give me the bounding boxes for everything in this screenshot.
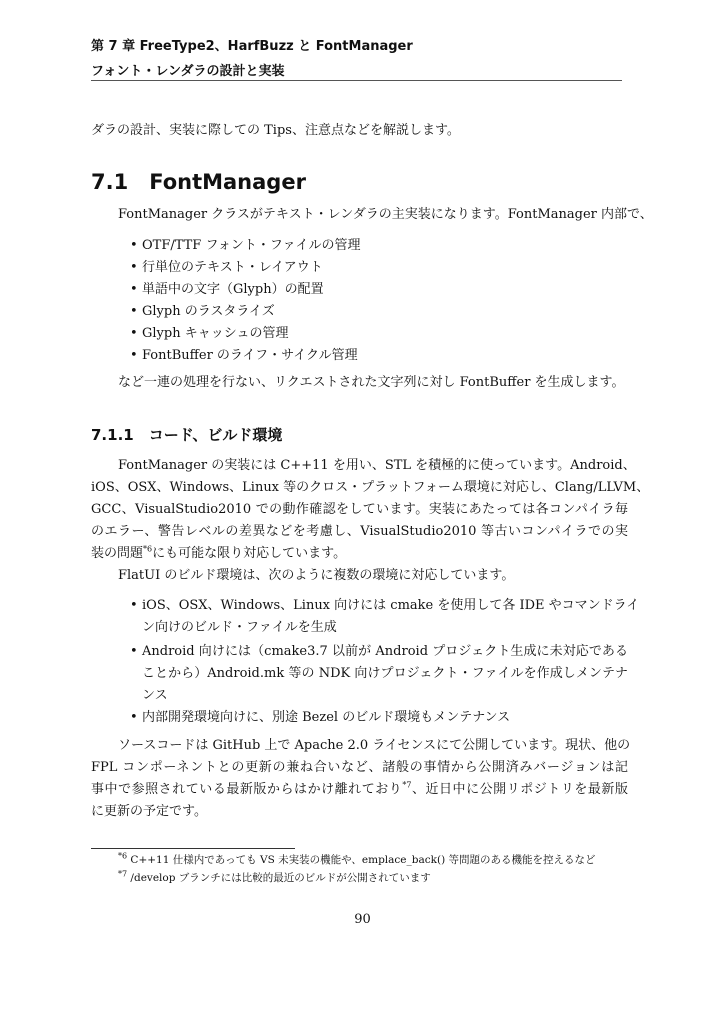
intro-text: ダラの設計、実装に際しての Tips、注意点などを解説します。 xyxy=(91,123,460,138)
footnote-text: /develop ブランチには比較的最近のビルドが公開されています xyxy=(127,872,431,884)
paragraph: FlatUI のビルド環境は、次のように複数の環境に対応しています。 xyxy=(118,568,515,583)
paragraph-line: GCC、VisualStudio2010 での動作確認をしています。実装にあたっては各コンパイラ毎 xyxy=(91,502,628,517)
paragraph-line: のエラー、警告レベルの差異などを考慮し、VisualStudio2010 等古いコンパイラでの実 xyxy=(91,524,628,539)
paragraph-line: FPL コンポーネントとの更新の兼ね合いなど、諸般の事情から公開済みバージョンは記 xyxy=(91,760,628,775)
paragraph-line: iOS、OSX、Windows、Linux 等のクロス・プラットフォーム環境に対応し、Clang/LLVM、 xyxy=(91,480,650,495)
list-item: • Glyph キャッシュの管理 xyxy=(142,326,288,342)
list-item: • 内部開発環境向けに、別途 Bezel のビルド環境もメンテナンス xyxy=(142,710,510,726)
running-header-section: フォント・レンダラの設計と実装 xyxy=(91,64,285,79)
page-number: 90 xyxy=(354,912,371,927)
list-item: • 単語中の文字（Glyph）の配置 xyxy=(142,282,324,298)
paragraph: など一連の処理を行ない、リクエストされた文字列に対し FontBuffer を生成します。 xyxy=(118,375,625,390)
paragraph: FontManager クラスがテキスト・レンダラの主実装になります。FontManager 内部で、 xyxy=(118,207,653,222)
paragraph-line: FontManager の実装には C++11 を用い、STL を積極的に使っています。Android、 xyxy=(118,458,636,473)
footnote-mark: *7 xyxy=(118,869,128,879)
list-item: • 行単位のテキスト・レイアウト xyxy=(142,260,323,276)
paragraph-line xyxy=(91,782,628,798)
paragraph-line xyxy=(91,546,346,562)
footnote-rule xyxy=(91,848,295,849)
list-item-cont: ン向けのビルド・ファイルを生成 xyxy=(142,620,337,635)
list-item: • Android 向けには（cmake3.7 以前が Android プロジェクト生成に未対応である xyxy=(142,644,628,660)
footnote xyxy=(118,870,431,886)
footnote-ref[interactable]: *6 xyxy=(143,544,153,554)
paragraph-line: ソースコードは GitHub 上で Apache 2.0 ライセンスにて公開しています。現状、他の xyxy=(118,738,631,753)
text: 事中で参照されている最新版からはかけ離れており xyxy=(91,782,403,797)
footnote xyxy=(118,852,596,868)
text: 装の問題 xyxy=(91,546,144,561)
paragraph-line: に更新の予定です。 xyxy=(91,804,207,819)
footnote-mark: *6 xyxy=(118,851,128,861)
text: にも可能な限り対応しています。 xyxy=(152,546,347,561)
running-header-chapter: 第 7 章 FreeType2、HarfBuzz と FontManager xyxy=(91,39,413,54)
list-item: • OTF/TTF フォント・ファイルの管理 xyxy=(142,238,361,254)
footnote-text: C++11 仕様内であっても VS 未実装の機能や、emplace_back() 等問題のある機能を控えるなど xyxy=(127,854,596,866)
list-item: • Glyph のラスタライズ xyxy=(142,304,275,320)
header-rule xyxy=(91,80,622,81)
list-item: • FontBuffer のライフ・サイクル管理 xyxy=(142,348,358,364)
list-item: • iOS、OSX、Windows、Linux 向けには cmake を使用して各 IDE やコマンドライ xyxy=(142,598,628,614)
footnote-ref[interactable]: *7 xyxy=(402,780,412,790)
list-item-cont: ことから）Android.mk 等の NDK 向けプロジェクト・ファイルを作成しメンテナ xyxy=(142,666,628,681)
subsection-heading-7-1-1: 7.1.1 コード、ビルド環境 xyxy=(91,426,283,444)
text: 、近日中に公開リポジトリを最新版 xyxy=(411,782,628,797)
section-heading-7-1: 7.1 FontManager xyxy=(91,170,306,194)
list-item-cont: ンス xyxy=(142,688,168,703)
